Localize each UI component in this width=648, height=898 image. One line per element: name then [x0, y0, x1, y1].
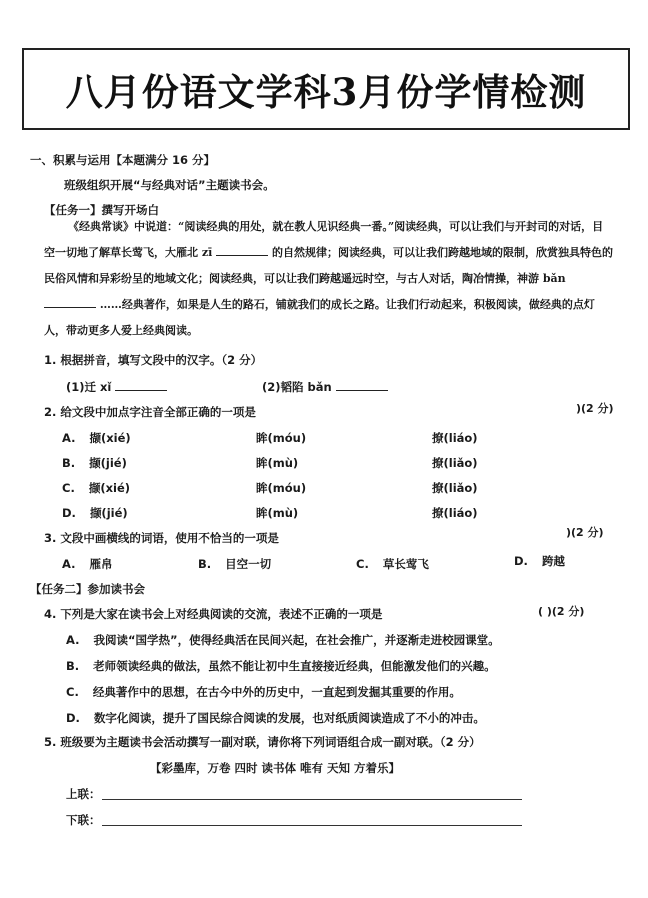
q1-a-label: (1)迁 xǐ: [66, 380, 112, 394]
passage-blank-2: [44, 295, 96, 308]
title-box: [22, 48, 630, 130]
q2-d-letter: D.: [62, 506, 76, 520]
q3-stem: 3. 文段中画横线的词语，使用不恰当的一项是: [44, 531, 279, 545]
q3-b-letter: B.: [198, 557, 212, 571]
q1-a-blank[interactable]: [115, 378, 167, 391]
q3-c-letter: C.: [356, 557, 369, 571]
q2-score: )(2 分): [576, 402, 614, 415]
q2-d-c3: 撩(liáo): [432, 506, 478, 520]
section1-heading: 一、积累与运用【本题满分 16 分】: [30, 153, 216, 167]
q3-b-text: 目空一切: [225, 557, 272, 571]
q1-part-a: [66, 378, 167, 395]
task2-heading: 【任务二】参加读书会: [30, 582, 145, 596]
q3-a-letter: A.: [62, 557, 76, 571]
q4-score: ( )(2 分): [538, 605, 585, 618]
q4-stem: 4. 下列是大家在读书会上对经典阅读的交流，表述不正确的一项是: [44, 607, 383, 621]
section1-intro: 班级组织开展“与经典对话”主题读书会。: [64, 178, 275, 192]
q4-b-text: 老师领读经典的做法，虽然不能让初中生直接接近经典，但能激发他们的兴趣。: [93, 659, 496, 673]
passage-blank-1: [216, 243, 268, 256]
task1-passage: [44, 214, 614, 344]
q3-option-d[interactable]: [514, 553, 565, 569]
q3-option-c[interactable]: [356, 556, 429, 572]
q3-d-letter: D.: [514, 554, 528, 568]
q2-option-d[interactable]: [62, 505, 128, 521]
q4-option-b[interactable]: [66, 658, 496, 674]
q4-option-c[interactable]: [66, 684, 461, 700]
passage-part-b: 的自然规律；阅读经典，可以让我们跨越地域的限制，欣赏独具特色的民俗风情和异彩纷呈的地域文化；阅读经典，可以让我们跨越遥远时空，与古人对话，陶冶情操，神游 bǎn: [44, 246, 613, 285]
q2-c-letter: C.: [62, 481, 75, 495]
passage-part-c: ……经典著作，如果是人生的路石，铺就我们的成长之路。让我们行动起来，积极阅读，做经典的点灯人，带动更多人爱上经典阅读。: [44, 298, 595, 337]
q5-upper-label: 上联：: [66, 787, 101, 801]
q4-c-letter: C.: [66, 685, 79, 699]
q3-score: )(2 分): [566, 526, 604, 539]
q5-upper-answer-line[interactable]: [102, 799, 522, 800]
q3-option-b[interactable]: [198, 556, 271, 572]
q2-option-c[interactable]: [62, 480, 130, 496]
q4-d-text: 数字化阅读，提升了国民综合阅读的发展，也对纸质阅读造成了不小的冲击。: [93, 711, 485, 725]
task1-heading: 【任务一】撰写开场白: [44, 203, 159, 217]
q2-option-a[interactable]: [62, 430, 131, 446]
q4-option-a[interactable]: [66, 632, 500, 648]
q4-a-text: 我阅读“国学热”，使得经典活在民间兴起，在社会推广，并逐渐走进校园课堂。: [93, 633, 500, 647]
page-title: 八月份语文学科3月份学情检测: [65, 70, 587, 114]
q3-d-text: 跨越: [541, 554, 565, 568]
q2-a-letter: A.: [62, 431, 76, 445]
q4-b-letter: B.: [66, 659, 80, 673]
q2-c-c3: 撩(liǎo): [432, 481, 478, 495]
q1-b-blank[interactable]: [336, 378, 388, 391]
q2-option-b[interactable]: [62, 455, 127, 471]
q3-option-a[interactable]: [62, 556, 113, 572]
q4-d-letter: D.: [66, 711, 80, 725]
q3-c-text: 草长莺飞: [382, 557, 429, 571]
q2-b-letter: B.: [62, 456, 76, 470]
q2-a-c3: 撩(liáo): [432, 431, 478, 445]
q1-stem: 1. 根据拼音，填写文段中的汉字。（2 分）: [44, 353, 263, 367]
q5-lower-answer-line[interactable]: [102, 825, 522, 826]
q5-stem: 5. 班级要为主题读书会活动撰写一副对联，请你将下列词语组合成一副对联。（2 分）: [44, 735, 481, 749]
q5-words: 【彩墨库，万卷 四时 读书体 唯有 天知 方着乐】: [150, 761, 401, 775]
q2-stem: 2. 给文段中加点字注音全部正确的一项是: [44, 405, 256, 419]
passage-part-a: 《经典常谈》中说道：“阅读经典的用处，就在教人见识经典一番。”阅读经典，可以让我们与开封司的对话，目空一切地了解草长莺飞，大雁北 zī: [44, 220, 604, 259]
q4-option-d[interactable]: [66, 710, 485, 726]
q4-c-text: 经典著作中的思想，在古今中外的历史中，一直起到发掘其重要的作用。: [92, 685, 461, 699]
q2-d-c1: 撷(jié): [89, 506, 128, 520]
q2-b-c1: 撷(jié): [89, 456, 127, 470]
q1-part-b: [262, 378, 388, 395]
q2-a-c2: 眸(móu): [256, 431, 307, 445]
q2-b-c3: 撩(liǎo): [432, 456, 478, 470]
q2-a-c1: 撷(xié): [89, 431, 131, 445]
q2-d-c2: 眸(mù): [256, 506, 299, 520]
q5-lower-label: 下联：: [66, 813, 101, 827]
q2-c-c1: 撷(xié): [88, 481, 130, 495]
q2-b-c2: 眸(mù): [256, 456, 299, 470]
q1-b-label: (2)韬陷 bǎn: [262, 380, 332, 394]
q3-a-text: 雁帛: [89, 557, 113, 571]
q4-a-letter: A.: [66, 633, 80, 647]
q2-c-c2: 眸(móu): [256, 481, 307, 495]
